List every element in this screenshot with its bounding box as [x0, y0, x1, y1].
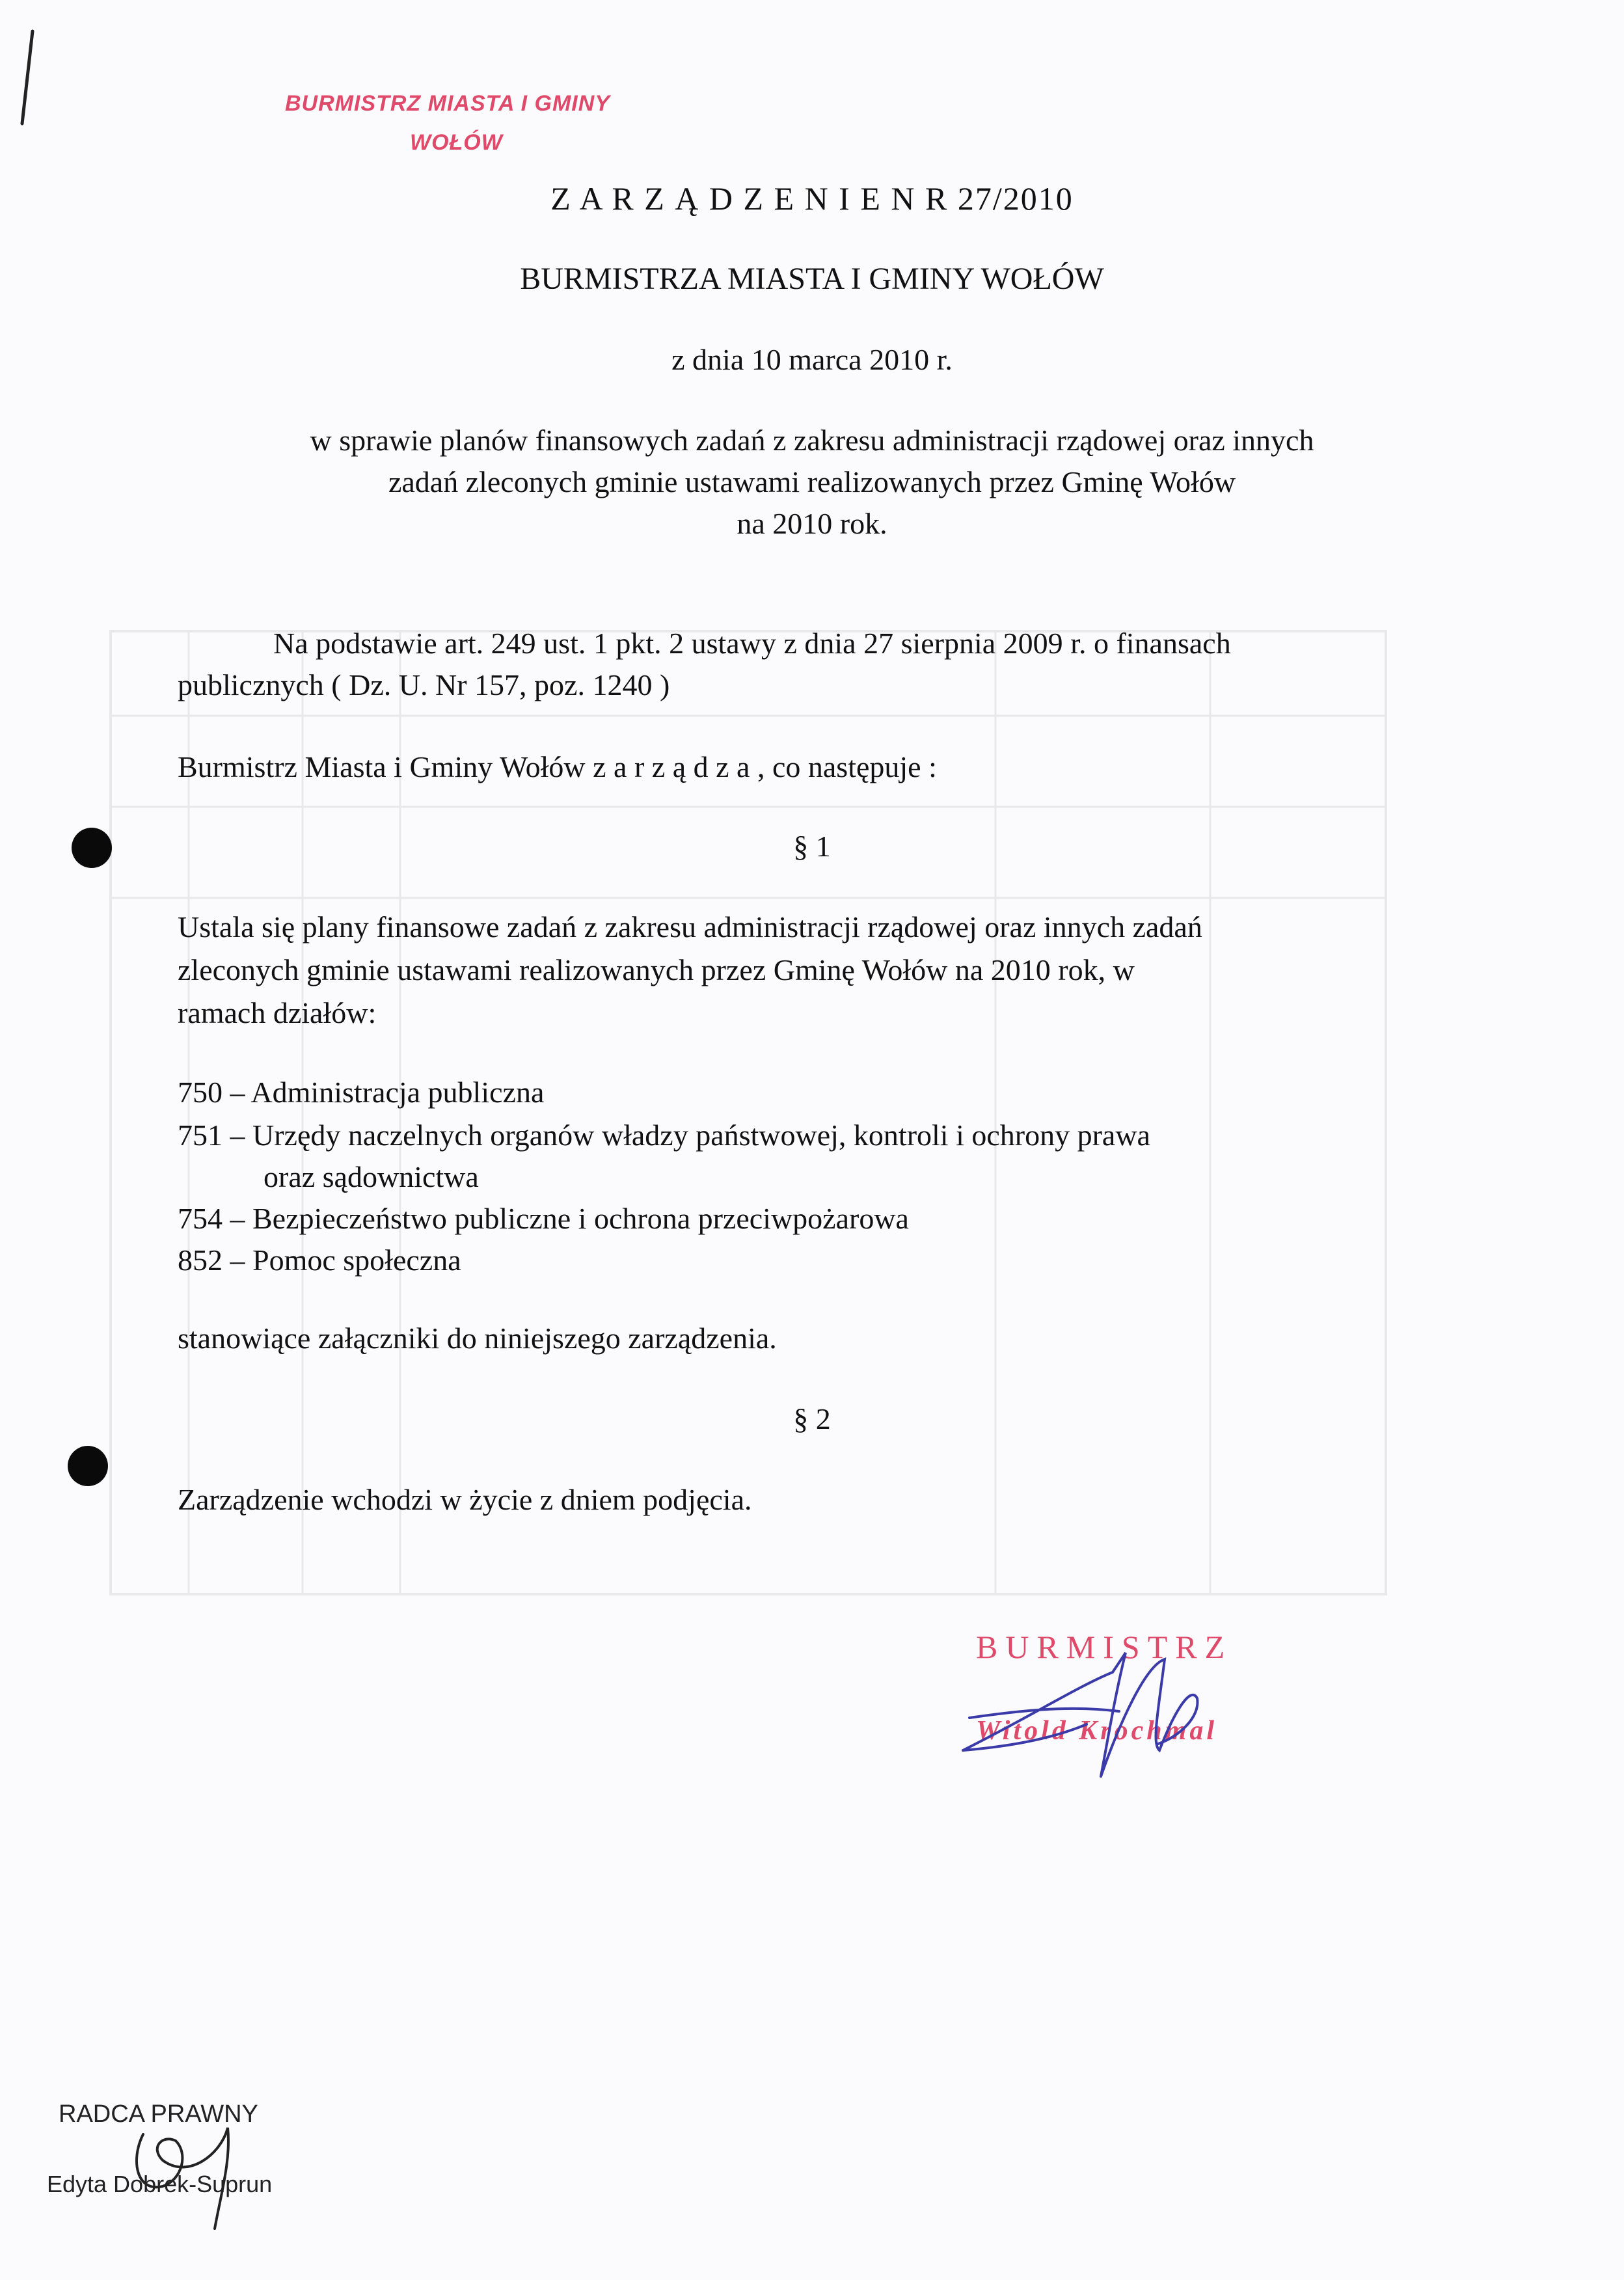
section-1-line-2: zleconych gminie ustawami realizowanych przez Gminę Wołów na 2010 rok, w	[178, 953, 1135, 986]
signatory-name: Witold Krochmal	[976, 1716, 1217, 1746]
list-item: 754 – Bezpieczeństwo publiczne i ochrona przeciwpożarowa	[178, 1202, 909, 1235]
document-title: Z A R Z Ą D Z E N I E N R 27/2010	[550, 180, 1074, 217]
signatory-title: BURMISTRZ	[976, 1629, 1233, 1665]
issuer: BURMISTRZA MIASTA I GMINY WOŁÓW	[520, 262, 1104, 296]
section-2-heading: § 2	[793, 1402, 831, 1435]
list-item-continuation: oraz sądownictwa	[264, 1160, 479, 1193]
section-1-line-1: Ustala się plany finansowe zadań z zakresu administracji rządowej oraz innych zadań	[178, 910, 1202, 943]
subject-line-3: na 2010 rok.	[737, 507, 887, 540]
legal-counsel-title: RADCA PRAWNY	[59, 2100, 258, 2128]
legal-basis-line-2: publicznych ( Dz. U. Nr 157, poz. 1240 )	[178, 668, 670, 701]
document-date: z dnia 10 marca 2010 r.	[671, 343, 953, 376]
subject-line-1: w sprawie planów finansowych zadań z zakresu administracji rządowej oraz innych	[310, 424, 1314, 457]
pen-mark	[13, 26, 39, 130]
subject-line-2: zadań zleconych gminie ustawami realizowanych przez Gminę Wołów	[388, 465, 1236, 498]
punch-hole	[72, 828, 112, 868]
list-item: 751 – Urzędy naczelnych organów władzy państwowej, kontroli i ochrony prawa	[178, 1119, 1150, 1152]
section-1-closing: stanowiące załączniki do niniejszego zarządzenia.	[178, 1322, 777, 1355]
section-2-text: Zarządzenie wchodzi w życie z dniem podjęcia.	[178, 1483, 752, 1516]
legal-counsel-signature	[124, 2082, 280, 2238]
list-item: 750 – Administracja publiczna	[178, 1076, 545, 1109]
legal-counsel-name: Edyta Dobrek-Suprun	[47, 2171, 273, 2197]
decree-statement: Burmistrz Miasta i Gminy Wołów z a r z ą d z a , co następuje :	[178, 750, 937, 783]
office-stamp-line1: BURMISTRZ MIASTA I GMINY	[285, 91, 610, 116]
legal-basis-line-1: Na podstawie art. 249 ust. 1 pkt. 2 ustawy z dnia 27 sierpnia 2009 r. o finansach	[273, 627, 1231, 660]
punch-hole	[68, 1446, 108, 1486]
handwritten-signature	[950, 1614, 1223, 1796]
section-1-line-3: ramach działów:	[178, 996, 377, 1029]
section-1-heading: § 1	[793, 830, 831, 863]
office-stamp-line2: WOŁÓW	[410, 130, 503, 155]
list-item: 852 – Pomoc społeczna	[178, 1243, 461, 1277]
